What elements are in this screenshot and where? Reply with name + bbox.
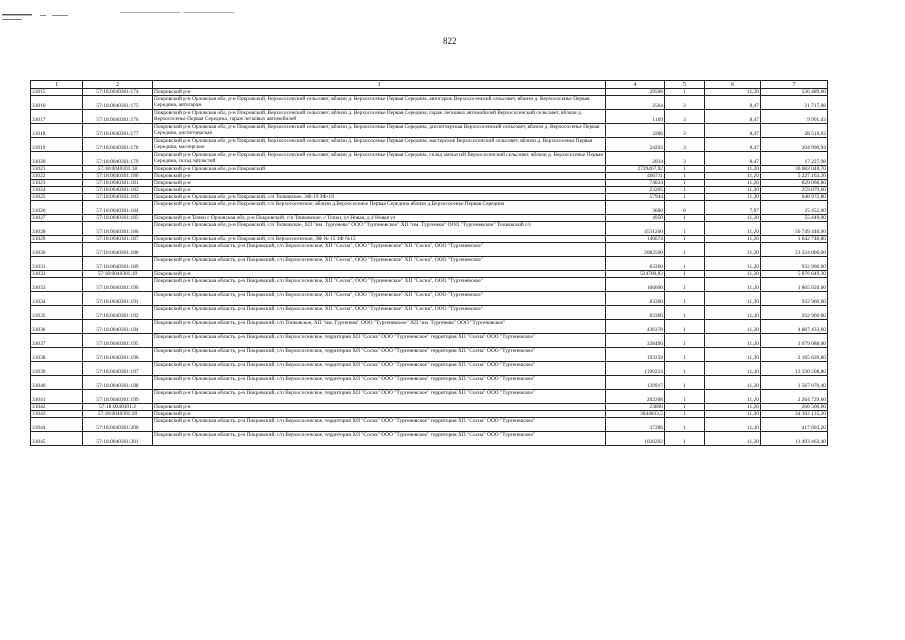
row-number: 31020 [31, 152, 83, 166]
location-description: Покровский р-н [153, 89, 606, 96]
area-value: 4950 [606, 215, 665, 222]
cadastral-value: 1 642 748,80 [761, 236, 828, 243]
location-description: Покровский р-н Орловская область, р-н Покровский, с/п Верхососенское, территория ХП "Сосна" ООО "Тургеневское" территория ХП "Сосна" ООО "Тургеневское" [153, 418, 606, 432]
row-number: 31030 [31, 243, 83, 257]
rate-value: 11,20 [705, 257, 761, 271]
cadastral-number: 57:18:0040301:192 [83, 306, 153, 320]
rate-value: 11,20 [705, 411, 761, 418]
cadastral-number: 57:18:0040301:186 [83, 222, 153, 236]
table-header-row [31, 81, 828, 89]
row-number: 31023 [31, 180, 83, 187]
table-row [31, 222, 828, 236]
cadastral-value: 50 749 440,00 [761, 222, 828, 236]
page-number: 822 [443, 36, 457, 46]
cadastral-value: 9 901,43 [761, 110, 828, 124]
rate-value: 11,20 [705, 432, 761, 446]
table-row [31, 257, 828, 271]
category-code: 3 [665, 110, 705, 124]
rate-value: 11,20 [705, 243, 761, 257]
rate-value: 11,20 [705, 278, 761, 292]
location-description: Покровский р-н Орловская область, р-н Покровский, с/п Верхососенское, ХП "Сосна", ООО "Тургеневское" ХП "Сосна", ООО "Тургеневское" [153, 278, 606, 292]
table-row [31, 243, 828, 257]
category-code: 1 [665, 348, 705, 362]
table-row [31, 124, 828, 138]
area-value: 57944 [606, 194, 665, 201]
location-description: Покровский р-н [153, 411, 606, 418]
cadastral-value: 4 887 433,60 [761, 320, 828, 334]
area-value: 2564 [606, 96, 665, 110]
cadastral-value: 932 960,00 [761, 257, 828, 271]
cadastral-number: 57:18:0040301:185 [83, 215, 153, 222]
location-description: Покровский р-н Орловская область, р-н Покровский, с/п Верхососенское, территория ХП "Сосна" ООО "Тургеневское" территория ХП "Сосна" ООО "Тургеневское" [153, 390, 606, 404]
location-description: Покровский р-н Орловская область, р-н Покровский, с/п Верхососенское, территория ХП "Сосна" ООО "Тургеневское" территория ХП "Сосна" ООО "Тургеневское" [153, 376, 606, 390]
rate-value: 11,20 [705, 187, 761, 194]
location-description: Покровский р-н Орловская обл, р-н Покровский, Верхососенский сельсовет, вблизи д. Верхососенье Первая Середина, автогараж Верхососенский сельсовет, вблизи д. Верхососенье Первая Середина, автогараж [153, 96, 606, 110]
rate-value: 11,20 [705, 362, 761, 376]
area-value: 3366 [606, 124, 665, 138]
cadastral-number: 57:18:0040301:194 [83, 320, 153, 334]
cadastral-value: 34 102 135,20 [761, 411, 828, 418]
rate-value: 11,20 [705, 271, 761, 278]
area-value: 166600 [606, 278, 665, 292]
category-code: 1 [665, 292, 705, 306]
category-code: 1 [665, 271, 705, 278]
cadastral-value: 55 440,00 [761, 215, 828, 222]
table-row [31, 432, 828, 446]
category-code: 1 [665, 334, 705, 348]
cadastral-value: 1 865 920,00 [761, 278, 828, 292]
location-description: Покровский р-н [153, 180, 606, 187]
cadastral-number: 57:18:0040301:176 [83, 110, 153, 124]
row-number: 31038 [31, 348, 83, 362]
cadastral-value: 21 717,08 [761, 96, 828, 110]
cadastral-value: 932 960,00 [761, 292, 828, 306]
category-code: 1 [665, 180, 705, 187]
cadastral-value: 417 603,20 [761, 418, 828, 432]
table-row [31, 376, 828, 390]
cadastral-value: 648 972,80 [761, 194, 828, 201]
cadastral-value: 259 879,60 [761, 187, 828, 194]
cadastral-value: 23 324 000,00 [761, 243, 828, 257]
category-code: 3 [665, 96, 705, 110]
table-row [31, 271, 828, 278]
rate-value: 11,20 [705, 89, 761, 96]
cadastral-value: 11 493 462,40 [761, 432, 828, 446]
table-row [31, 201, 828, 215]
cadastral-value: 829 068,80 [761, 180, 828, 187]
rate-value: 11,20 [705, 215, 761, 222]
location-description: Покровский р-н Орловская обл, р-н Покровский, Верхососенский сельсовет, вблизи д. Верхососенье Первая Середина, склад запчастей Верхососенский сельсовет, вблизи д. Верхососенье Первая Середина, склад запчастей [153, 152, 606, 166]
cadastral-value: 30 682 040,70 [761, 166, 828, 173]
area-value: 24202 [606, 138, 665, 152]
table-row [31, 89, 828, 96]
table-row [31, 348, 828, 362]
rate-value: 11,20 [705, 320, 761, 334]
category-code: 6 [665, 201, 705, 215]
row-number: 31036 [31, 320, 83, 334]
rate-value: 11,20 [705, 306, 761, 320]
row-number: 31015 [31, 89, 83, 96]
table-row [31, 306, 828, 320]
row-number: 31045 [31, 432, 83, 446]
category-code: 1 [665, 404, 705, 411]
table-row [31, 166, 828, 173]
table-row [31, 152, 828, 166]
location-description: Покровский р-н Орловская область, р-н Покровский, с/п Верхососенское, ХП "Сосна", ООО "Тургеневское" ХП "Сосна", ООО "Тургеневское" [153, 257, 606, 271]
location-description: Покровский р-н Орловская обл, р-н Покровский [153, 166, 606, 173]
category-code: 1 [665, 187, 705, 194]
location-description: Покровский р-н Орловская обл, р-н Покровский, с/п Топковское, ХП "им. Тургенева" ООО "Тургеневское" ХП "им. Тургенева" ООО "Тургеневское" Топковский с/с [153, 222, 606, 236]
location-description: Покровский р-н Орловская область, р-н Покровский, с/п Верхососенское, территория ХП "Сосна" ООО "Тургеневское" территория ХП "Сосна" ООО "Тургеневское" [153, 348, 606, 362]
location-description: Покровский р-н Орловская область, р-н Покровский, с/п Верхососенское, ХП "Сосна", ООО "Тургеневское" ХП "Сосна", ООО "Тургеневское" [153, 292, 606, 306]
table-row [31, 194, 828, 201]
table-row [31, 110, 828, 124]
row-number: 31024 [31, 187, 83, 194]
row-number: 31028 [31, 222, 83, 236]
area-value: 83300 [606, 306, 665, 320]
table-row [31, 334, 828, 348]
rate-value: 11,20 [705, 334, 761, 348]
row-number: 31037 [31, 334, 83, 348]
table-row [31, 173, 828, 180]
location-description: Покровский р-н Орловская обл, р-н Покровский, Верхососенский сельсовет, вблизи д. Верхососенье Первая Середина, диспетчерская Верхососенский сельсовет, вблизи д. Верхососенье Первая Середина, диспетчерская [153, 124, 606, 138]
location-description: Покровский р-н [153, 271, 606, 278]
location-description: Покровский р-н Орловская область, р-н Покровский, с/п Верхососенское, территория ХП "Сосна" ООО "Тургеневское" территория ХП "Сосна" ООО "Тургеневское" [153, 334, 606, 348]
table-row [31, 180, 828, 187]
row-number: 31039 [31, 362, 83, 376]
row-number: 31017 [31, 110, 83, 124]
location-description: Покровский р-н Орловская обл, р-н Покровский, с/п Топковское, ЗФ-19 ЗФ-19 [153, 194, 606, 201]
location-description: Покровский р-н Орловская обл, р-н Покровский, с/п Верхососенское, вблизи д.Верхососенье Первая Середина вблизи д.Верхососенье Первая Середина [153, 201, 606, 215]
row-number: 31043 [31, 411, 83, 418]
table-row [31, 292, 828, 306]
rate-value: 11,20 [705, 173, 761, 180]
cadastral-number: 57:18:0040301:181 [83, 180, 153, 187]
category-code: 1 [665, 432, 705, 446]
table-row [31, 278, 828, 292]
table-row [31, 411, 828, 418]
area-value: 466711 [606, 173, 665, 180]
cadastral-table [30, 80, 828, 446]
cadastral-value: 2 165 620,80 [761, 348, 828, 362]
area-value: 29508 [606, 89, 665, 96]
cadastral-number: 57:18:0040301:177 [83, 124, 153, 138]
table-row [31, 362, 828, 376]
cadastral-value: 5 227 163,20 [761, 173, 828, 180]
table-row [31, 215, 828, 222]
table-row [31, 390, 828, 404]
cadastral-number: 57:18:0040301:198 [83, 376, 153, 390]
category-code: 3 [665, 152, 705, 166]
cadastral-number: 57:18:0040301:175 [83, 96, 153, 110]
area-value: 2082500 [606, 243, 665, 257]
table-row [31, 418, 828, 432]
rate-value: 8,47 [705, 110, 761, 124]
area-value: 23205 [606, 187, 665, 194]
category-code: 1 [665, 362, 705, 376]
rate-value: 11,20 [705, 390, 761, 404]
category-code: 1 [665, 411, 705, 418]
table-row [31, 320, 828, 334]
area-value: 3044833,5 [606, 411, 665, 418]
category-code: 1 [665, 236, 705, 243]
rate-value: 11,20 [705, 292, 761, 306]
row-number: 31034 [31, 292, 83, 306]
row-number: 31025 [31, 194, 83, 201]
area-value: 2034 [606, 152, 665, 166]
cadastral-number: 57:18:0040301:199 [83, 390, 153, 404]
cadastral-value: 3 679 088,00 [761, 334, 828, 348]
cadastral-value: 25 452,00 [761, 201, 828, 215]
rate-value: 11,20 [705, 376, 761, 390]
area-value: 139917 [606, 376, 665, 390]
category-code: 1 [665, 166, 705, 173]
area-value: 3600 [606, 201, 665, 215]
location-description: Покровский р-н Орловская область, р-н Покровский, с/п Верхососенское, ХП "Сосна", ООО "Тургеневское" ХП "Сосна", ООО "Тургеневское" [153, 243, 606, 257]
area-value: 193359 [606, 348, 665, 362]
rate-value: 7,07 [705, 201, 761, 215]
table-row [31, 404, 828, 411]
row-number: 31022 [31, 173, 83, 180]
area-value: 146674 [606, 236, 665, 243]
area-value: 2739467,92 [606, 166, 665, 173]
cadastral-number: 57:18:0040301:188 [83, 243, 153, 257]
location-description: Покровский р-н [153, 187, 606, 194]
location-description: Покровский р-н Орловская область, р-н Покровский, с/п Верхососенское, ХП "Сосна", ООО "Тургеневское" ХП "Сосна", ООО "Тургеневское" [153, 306, 606, 320]
location-description: Покровский р-н Орловская обл, р-н Покровский, Верхососенский сельсовет, вблизи д. Верхососенье Первая Середина, гараж легковых автомобилей Верхососенский сельсовет, вблизи д. Верхососенье Первая Середина, гараж легковых автомобилей [153, 110, 606, 124]
row-number: 31035 [31, 306, 83, 320]
cadastral-number: 57:18:0040301:200 [83, 418, 153, 432]
rate-value: 11,20 [705, 348, 761, 362]
row-number: 31040 [31, 376, 83, 390]
area-value: 1169 [606, 110, 665, 124]
row-number: 31026 [31, 201, 83, 215]
area-value: 1190224 [606, 362, 665, 376]
category-code: 1 [665, 89, 705, 96]
column-header: 6 [705, 81, 761, 89]
cadastral-number: 57:18:0040301:189 [83, 257, 153, 271]
category-code: 1 [665, 215, 705, 222]
area-value: 37286 [606, 418, 665, 432]
cadastral-number: 57:18:0040301:191 [83, 292, 153, 306]
area-value: 202208 [606, 390, 665, 404]
category-code: 3 [665, 124, 705, 138]
category-code: 1 [665, 173, 705, 180]
category-code: 1 [665, 376, 705, 390]
rate-value: 11,20 [705, 418, 761, 432]
table-row [31, 138, 828, 152]
cadastral-number: 57:18:0040301:197 [83, 362, 153, 376]
rate-value: 11,20 [705, 236, 761, 243]
cadastral-number: 57:18:0040301:195 [83, 334, 153, 348]
area-value: 83300 [606, 257, 665, 271]
cadastral-number: 57:18:0040301:201 [83, 432, 153, 446]
location-description: Покровский р-н Орловская обл, р-н Покровский, Верхососенский сельсовет, вблизи д. Верхососенье Первая Середина, мастерские Верхососенский сельсовет, вблизи д. Верхососенье Первая Середина, мастерские [153, 138, 606, 152]
rate-value: 8,47 [705, 152, 761, 166]
rate-value: 8,47 [705, 138, 761, 152]
row-number: 31027 [31, 215, 83, 222]
rate-value: 11,20 [705, 404, 761, 411]
cadastral-number: 57:18:0040301:190 [83, 278, 153, 292]
cadastral-value: 5 876 649,30 [761, 271, 828, 278]
rate-value: 8,47 [705, 124, 761, 138]
row-number: 31021 [31, 166, 83, 173]
cadastral-number: 57:18:0040301:174 [83, 89, 153, 96]
row-number: 31029 [31, 236, 83, 243]
rate-value: 11,20 [705, 180, 761, 187]
column-header: 2 [83, 81, 153, 89]
cadastral-value: 2 264 729,60 [761, 390, 828, 404]
category-code: 1 [665, 390, 705, 404]
cadastral-value: 17 227,98 [761, 152, 828, 166]
location-description: Покровский р-н Орловская область, р-н Покровский, с/п Верхососенское, территория ХП "Сосна" ООО "Тургеневское" территория ХП "Сосна" ООО "Тургеневское" [153, 362, 606, 376]
category-code: 1 [665, 222, 705, 236]
cadastral-number: 57:18:0040301:180 [83, 173, 153, 180]
column-header: 4 [606, 81, 665, 89]
row-number: 31019 [31, 138, 83, 152]
rate-value: 11,20 [705, 194, 761, 201]
location-description: Покровский р-н Орловская область, р-н Покровский, с/п Топковское, ХП "им. Тургенева" ООО "Тургеневское" ХП "им. Тургенева" ООО "Тургеневское" [153, 320, 606, 334]
category-code: 1 [665, 243, 705, 257]
cadastral-value: 330 489,60 [761, 89, 828, 96]
row-number: 31042 [31, 404, 83, 411]
cadastral-number: 57:18:0040301:183 [83, 194, 153, 201]
cadastral-number: 57:18:0040301:187 [83, 236, 153, 243]
cadastral-number: 57:18:0040301:19 [83, 271, 153, 278]
scan-header-artifact [0, 6, 240, 36]
category-code: 1 [665, 320, 705, 334]
area-value: 436378 [606, 320, 665, 334]
area-value: 1026202 [606, 432, 665, 446]
cadastral-number: 57:18:0040301:18 [83, 166, 153, 173]
table-row [31, 236, 828, 243]
cadastral-number: 57:18:0040301:182 [83, 187, 153, 194]
area-value: 23800 [606, 404, 665, 411]
column-header: 5 [665, 81, 705, 89]
cadastral-number: 57:18:0040301:2 [83, 404, 153, 411]
area-value: 328490 [606, 334, 665, 348]
cadastral-value: 204 990,94 [761, 138, 828, 152]
cadastral-number: 57:18:0040301:184 [83, 201, 153, 215]
cadastral-number: 57:18:0040301:20 [83, 411, 153, 418]
cadastral-number: 57:18:0040301:178 [83, 138, 153, 152]
category-code: 1 [665, 306, 705, 320]
cadastral-value: 13 330 508,80 [761, 362, 828, 376]
row-number: 31016 [31, 96, 83, 110]
column-header: 1 [31, 81, 83, 89]
category-code: 1 [665, 418, 705, 432]
area-value: 74024 [606, 180, 665, 187]
location-description: Покровский р-н [153, 404, 606, 411]
location-description: Покровский р-н Орловская область, р-н Покровский, с/п Верхососенское, территория ХП "Сосна" ООО "Тургеневское" территория ХП "Сосна" ООО "Тургеневское" [153, 432, 606, 446]
cadastral-value: 1 567 070,40 [761, 376, 828, 390]
table-row [31, 96, 828, 110]
cadastral-value: 28 510,02 [761, 124, 828, 138]
cadastral-value: 266 560,00 [761, 404, 828, 411]
rate-value: 11,20 [705, 222, 761, 236]
category-code: 1 [665, 278, 705, 292]
row-number: 31018 [31, 124, 83, 138]
location-description: Покровский р-н [153, 173, 606, 180]
row-number: 31033 [31, 278, 83, 292]
cadastral-value: 932 960,00 [761, 306, 828, 320]
category-code: 1 [665, 257, 705, 271]
row-number: 31032 [31, 271, 83, 278]
category-code: 3 [665, 138, 705, 152]
cadastral-number: 57:18:0040301:196 [83, 348, 153, 362]
row-number: 31044 [31, 418, 83, 432]
table-row [31, 187, 828, 194]
row-number: 31031 [31, 257, 83, 271]
category-code: 1 [665, 194, 705, 201]
rate-value: 11,20 [705, 166, 761, 173]
location-description: Покровский р-н Топки с Орловская обл, р-н Покровский, с/п Топковское, с Топки, ул Новая, д 4 Новая ул [153, 215, 606, 222]
area-value: 4531200 [606, 222, 665, 236]
row-number: 31041 [31, 390, 83, 404]
area-value: 83300 [606, 292, 665, 306]
rate-value: 8,47 [705, 96, 761, 110]
area-value: 524700,83 [606, 271, 665, 278]
location-description: Покровский р-н Орловская обл, р-н Покровский, с/п Верхососенское, ЗФ № 15 ЗФ №15 [153, 236, 606, 243]
cadastral-number: 57:18:0040301:179 [83, 152, 153, 166]
column-header: 7 [761, 81, 828, 89]
column-header: 3 [153, 81, 606, 89]
